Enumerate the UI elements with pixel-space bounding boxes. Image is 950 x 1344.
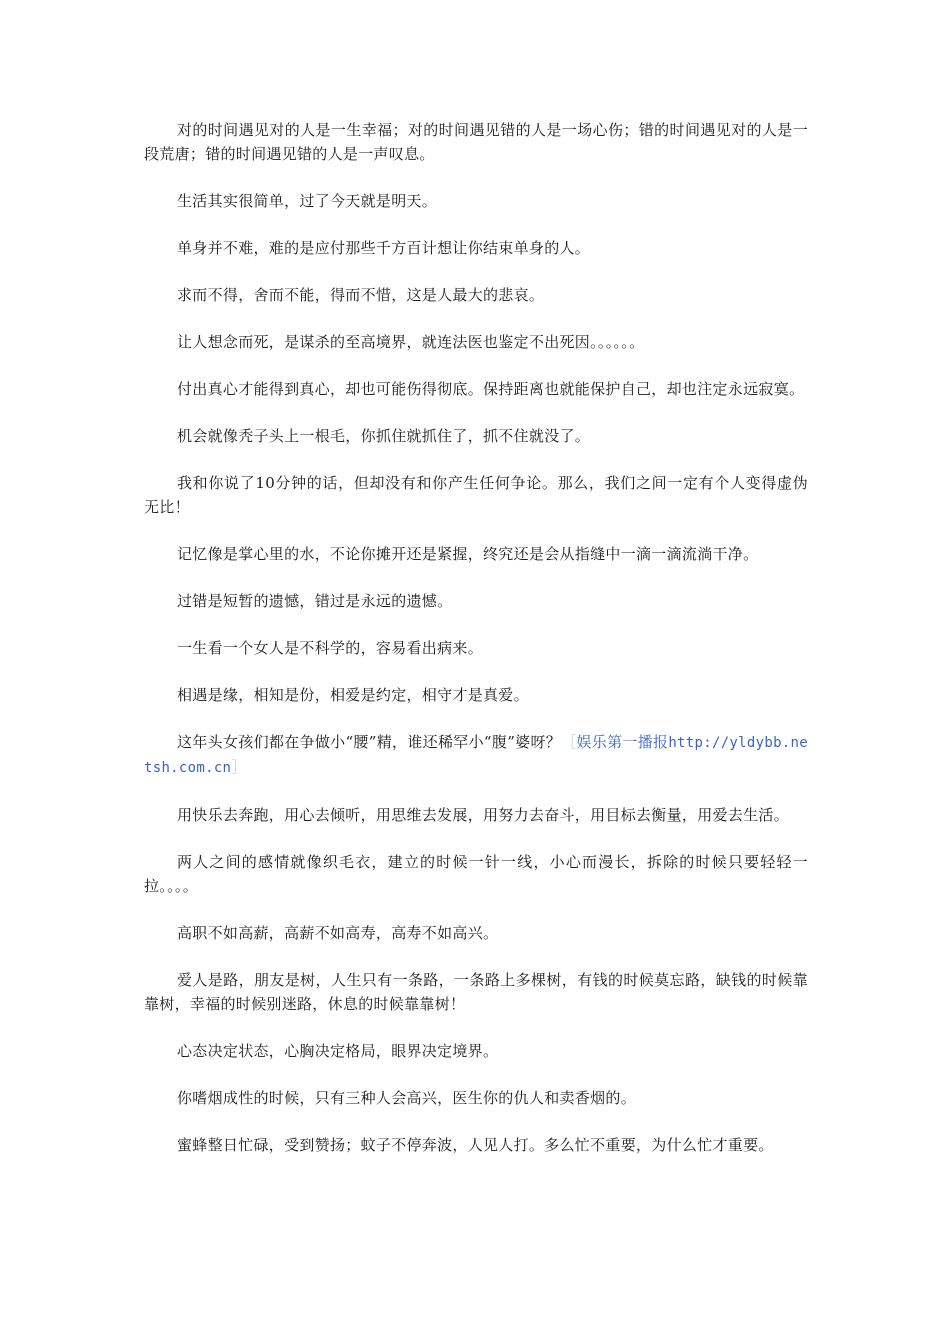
paragraph: 心态决定状态，心胸决定格局，眼界决定境界。 — [177, 1042, 499, 1060]
paragraph: 求而不得，舍而不能，得而不惜，这是人最大的悲哀。 — [177, 286, 545, 304]
source-link-label[interactable]: 娱乐第一播报 — [576, 733, 669, 751]
paragraph: 你嗜烟成性的时候，只有三种人会高兴，医生你的仇人和卖香烟的。 — [177, 1089, 637, 1107]
link-bracket-close: ］ — [231, 758, 247, 776]
paragraph: 过错是短暂的遗憾，错过是永远的遗憾。 — [177, 592, 453, 610]
paragraph: 爱人是路，朋友是树，人生只有一条路，一条路上多棵树，有钱的时候莫忘路，缺钱的时候靠靠树，幸福的时候别迷路，休息的时候靠靠树！ — [144, 971, 808, 1013]
link-bracket-open: ［ — [561, 733, 577, 751]
paragraph: 两人之间的感情就像织毛衣，建立的时候一针一线，小心而漫长，拆除的时候只要轻轻一拉。。。。 — [144, 853, 808, 895]
paragraph: 记忆像是掌心里的水，不论你摊开还是紧握，终究还是会从指缝中一滴一滴流淌干净。 — [177, 545, 759, 563]
paragraph: 用快乐去奔跑，用心去倾听，用思维去发展，用努力去奋斗，用目标去衡量，用爱去生活。 — [177, 806, 790, 824]
paragraph: 机会就像秃子头上一根毛，你抓住就抓住了，抓不住就没了。 — [177, 427, 591, 445]
paragraph: 高职不如高薪，高薪不如高寿，高寿不如高兴。 — [177, 924, 499, 942]
paragraph: 相遇是缘，相知是份，相爱是约定，相守才是真爱。 — [177, 686, 529, 704]
paragraph: 我和你说了10分钟的话，但却没有和你产生任何争论。那么，我们之间一定有个人变得虚伪无比！ — [144, 474, 808, 516]
paragraph: 一生看一个女人是不科学的，容易看出病来。 — [177, 639, 484, 657]
paragraph: 付出真心才能得到真心，却也可能伤得彻底。保持距离也就能保护自己，却也注定永远寂寞。 — [177, 380, 805, 398]
paragraph: 蜜蜂整日忙碌，受到赞扬；蚊子不停奔波，人见人打。多么忙不重要，为什么忙才重要。 — [177, 1136, 774, 1154]
paragraph: 单身并不难，难的是应付那些千方百计想让你结束单身的人。 — [177, 239, 591, 257]
document-body — [144, 118, 808, 1180]
source-link-url[interactable]: http://yldybb.netsh.com.cn — [144, 735, 808, 776]
link-paragraph-text: 这年头女孩们都在争做小“腰”精，谁还稀罕小“腹”婆呀？ — [177, 733, 562, 751]
paragraph: 生活其实很简单，过了今天就是明天。 — [177, 192, 438, 210]
paragraph: 让人想念而死，是谋杀的至高境界，就连法医也鉴定不出死因。。。。。。 — [177, 333, 645, 351]
paragraph: 对的时间遇见对的人是一生幸福；对的时间遇见错的人是一场心伤；错的时间遇见对的人是一段荒唐；错的时间遇见错的人是一声叹息。 — [144, 121, 808, 163]
link-paragraph — [144, 730, 808, 780]
